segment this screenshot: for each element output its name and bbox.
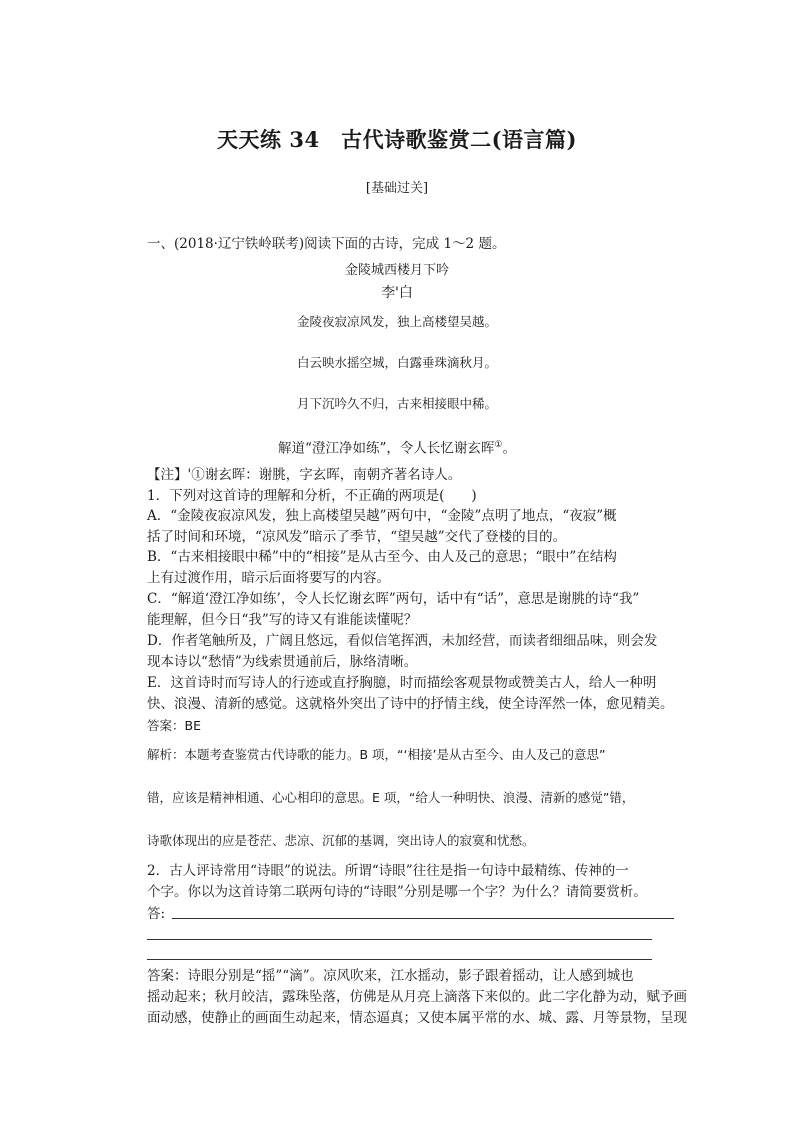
q1-answer: 答案：BE bbox=[147, 718, 201, 733]
poem-line-1: 金陵夜寂凉风发，独上高楼望吴越。 bbox=[296, 314, 497, 329]
section-label: [基础过关] bbox=[365, 181, 429, 196]
page-title: 天天练 34 古代诗歌鉴赏二(语言篇) bbox=[217, 127, 577, 152]
q2-answer-line1: 答案：诗眼分别是“摇”“滴”。凉风吹来，江水摇动，影子跟着摇动，让人感到城也 bbox=[147, 968, 634, 984]
poem-line-4 bbox=[0, 435, 794, 459]
q1-option-b-line2: 上有过渡作用，暗示后面将要写的内容。 bbox=[147, 570, 390, 586]
poem-title: 金陵城西楼月下吟 bbox=[344, 263, 449, 278]
poem-line-3: 月下沉吟久不归，古来相接眼中稀。 bbox=[296, 396, 497, 411]
poem-author: 李'白 bbox=[381, 285, 413, 301]
q1-option-b-line1: B．“古来相接眼中稀”中的“相接”是从古至今、由人及己的意思；“眼中”在结构 bbox=[147, 549, 617, 565]
q1-option-d-line1: D．作者笔触所及，广阔且悠远，看似信笔挥洒，未加经营，而读者细细品味，则会发 bbox=[147, 633, 658, 649]
poem-line-4-end: 。 bbox=[502, 440, 516, 457]
q1-option-c-line1: C．“解道‘澄江净如练’，令人长忆谢玄晖”两句，话中有“话”，意思是谢朓的诗“我” bbox=[147, 591, 640, 607]
poem-line-4-text: 解道“澄江净如练”，令人长忆谢玄晖 bbox=[278, 440, 495, 457]
q1-analysis-line1: 解析：本题考查鉴赏古代诗歌的能力。B 项，“‘相接’是从古至今、由人及己的意思” bbox=[147, 747, 606, 762]
q1-option-e-line1: E．这首诗时而写诗人的行迹或直抒胸臆，时而描绘客观景物或赞美古人，给人一种明 bbox=[147, 675, 657, 691]
q2-answer-line2: 摇动起来；秋月皎洁，露珠坠落，仿佛是从月亮上滴落下来似的。此二字化静为动，赋予画 bbox=[147, 989, 687, 1005]
q1-option-c-line2: 能理解，但今日“我”写的诗又有谁能读懂呢？ bbox=[147, 612, 418, 628]
answer-blank-line-2[interactable] bbox=[147, 939, 652, 940]
poem-line-2: 白云映水摇空城，白露垂珠滴秋月。 bbox=[296, 355, 497, 370]
q2-answer-line3: 面动感，使静止的画面生动起来，情态逼真；又使本属平常的水、城、露、月等景物，呈现 bbox=[147, 1010, 687, 1026]
q1-analysis-line3: 诗歌体现出的应是苍茫、悲凉、沉郁的基调，突出诗人的寂寞和忧愁。 bbox=[147, 833, 535, 848]
footnote: 【注】'①谢玄晖：谢朓，字玄晖，南朝齐著名诗人。 bbox=[147, 467, 462, 483]
q1-option-a-line1: A．“金陵夜寂凉风发，独上高楼望吴越”两句中，“金陵”点明了地点，“夜寂”概 bbox=[147, 508, 617, 524]
q1-option-e-line2: 快、浪漫、清新的感觉。这就格外突出了诗中的抒情主线，使全诗浑然一体，愈见精美。 bbox=[147, 696, 674, 712]
q1-option-a-line2: 括了时间和环境，“凉风发”暗示了季节，“望吴越”交代了登楼的目的。 bbox=[147, 529, 567, 545]
answer-blank-line-3[interactable] bbox=[147, 959, 652, 960]
q1-stem: 1．下列对这首诗的理解和分析，不正确的两项是( ) bbox=[147, 488, 477, 504]
q2-answer-label: 答: bbox=[147, 906, 166, 922]
q2-stem-line1: 2．古人评诗常用“诗眼”的说法。所谓“诗眼”往往是指一句诗中最精练、传神的一 bbox=[147, 863, 629, 879]
question-intro: 一、(2018·辽宁铁岭联考)阅读下面的古诗，完成 1～2 题。 bbox=[147, 236, 506, 252]
q1-option-d-line2: 现本诗以“愁情”为线索贯通前后，脉络清晰。 bbox=[147, 654, 418, 670]
q2-stem-line2: 个字。你以为这首诗第二联两句诗的“诗眼”分别是哪一个字？为什么？请简要赏析。 bbox=[147, 884, 647, 900]
q1-analysis-line2: 错，应该是精神相通、心心相印的意思。E 项，“给人一种明快、浪漫、清新的感觉”错， bbox=[147, 790, 635, 805]
answer-blank-line-1[interactable] bbox=[172, 918, 674, 919]
footnote-mark: ① bbox=[494, 440, 503, 450]
